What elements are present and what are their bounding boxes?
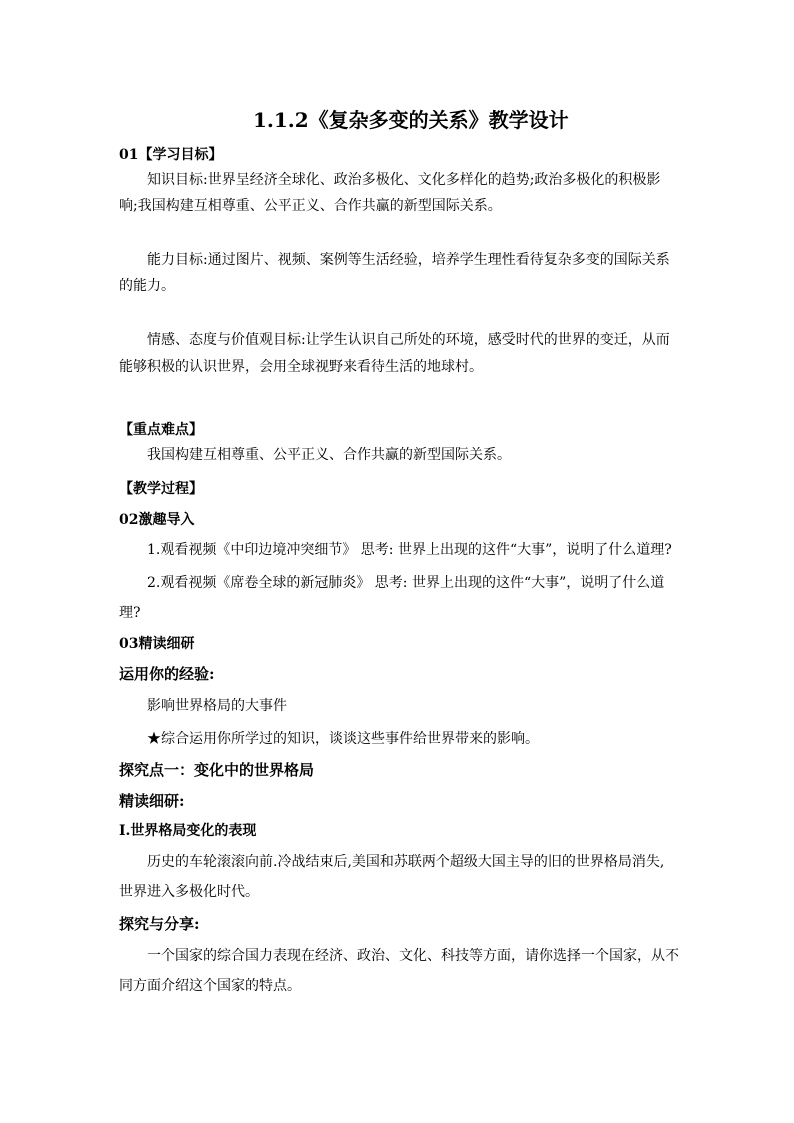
question-2-line-2: 理?	[119, 605, 141, 621]
question-1: 1.观看视频《中印边境冲突细节》 思考: 世界上出现的这件“大事”，说明了什么道理?	[147, 542, 672, 558]
history-line-1: 历史的车轮滚滚向前.冷战结束后,美国和苏联两个超级大国主导的旧的世界格局消失,	[147, 854, 665, 870]
key-points-text: 我国构建互相尊重、公平正义、合作共赢的新型国际关系。	[147, 447, 511, 463]
teaching-process-heading: 【教学过程】	[119, 481, 203, 497]
ability-goal-line-2: 的能力。	[119, 278, 175, 294]
emotion-goal-line-2: 能够积极的认识世界，会用全球视野来看待生活的地球村。	[119, 359, 483, 375]
ability-goal-line-1: 能力目标:通过图片、视频、案例等生活经验，培养学生理性看待复杂多变的国际关系	[147, 252, 670, 268]
section-02-heading: 02激趣导入	[119, 512, 195, 528]
knowledge-goal-line-2: 响;我国构建互相尊重、公平正义、合作共赢的新型国际关系。	[119, 198, 502, 214]
section-01-heading: 01【学习目标】	[119, 147, 223, 163]
section-03-heading: 03精读细研	[119, 636, 195, 652]
document-title: 1.1.2《复杂多变的关系》教学设计	[253, 108, 569, 132]
history-line-2: 世界进入多极化时代。	[119, 884, 259, 900]
question-2-line-1: 2.观看视频《席卷全球的新冠肺炎》 思考: 世界上出现的这件“大事”，说明了什么道	[147, 575, 665, 591]
explore-share-heading: 探究与分享:	[119, 915, 200, 933]
key-points-heading: 【重点难点】	[119, 422, 203, 438]
emotion-goal-line-1: 情感、态度与价值观目标:让学生认识自己所处的环境，感受时代的世界的变迁，从而	[147, 332, 670, 348]
subsection-1-heading: Ⅰ.世界格局变化的表现	[119, 823, 257, 839]
knowledge-goal-line-1: 知识目标:世界呈经济全球化、政治多极化、文化多样化的趋势;政治多极化的积极影	[147, 172, 661, 188]
star-prompt: ★综合运用你所学过的知识，谈谈这些事件给世界带来的影响。	[147, 731, 539, 747]
explore-point-1-heading: 探究点一：变化中的世界格局	[119, 761, 315, 779]
close-reading-heading: 精读细研:	[119, 792, 185, 810]
experience-text: 影响世界格局的大事件	[147, 698, 287, 714]
share-line-1: 一个国家的综合国力表现在经济、政治、文化、科技等方面，请你选择一个国家，从不	[147, 948, 679, 964]
experience-heading: 运用你的经验:	[119, 665, 215, 683]
share-line-2: 同方面介绍这个国家的特点。	[119, 978, 301, 994]
